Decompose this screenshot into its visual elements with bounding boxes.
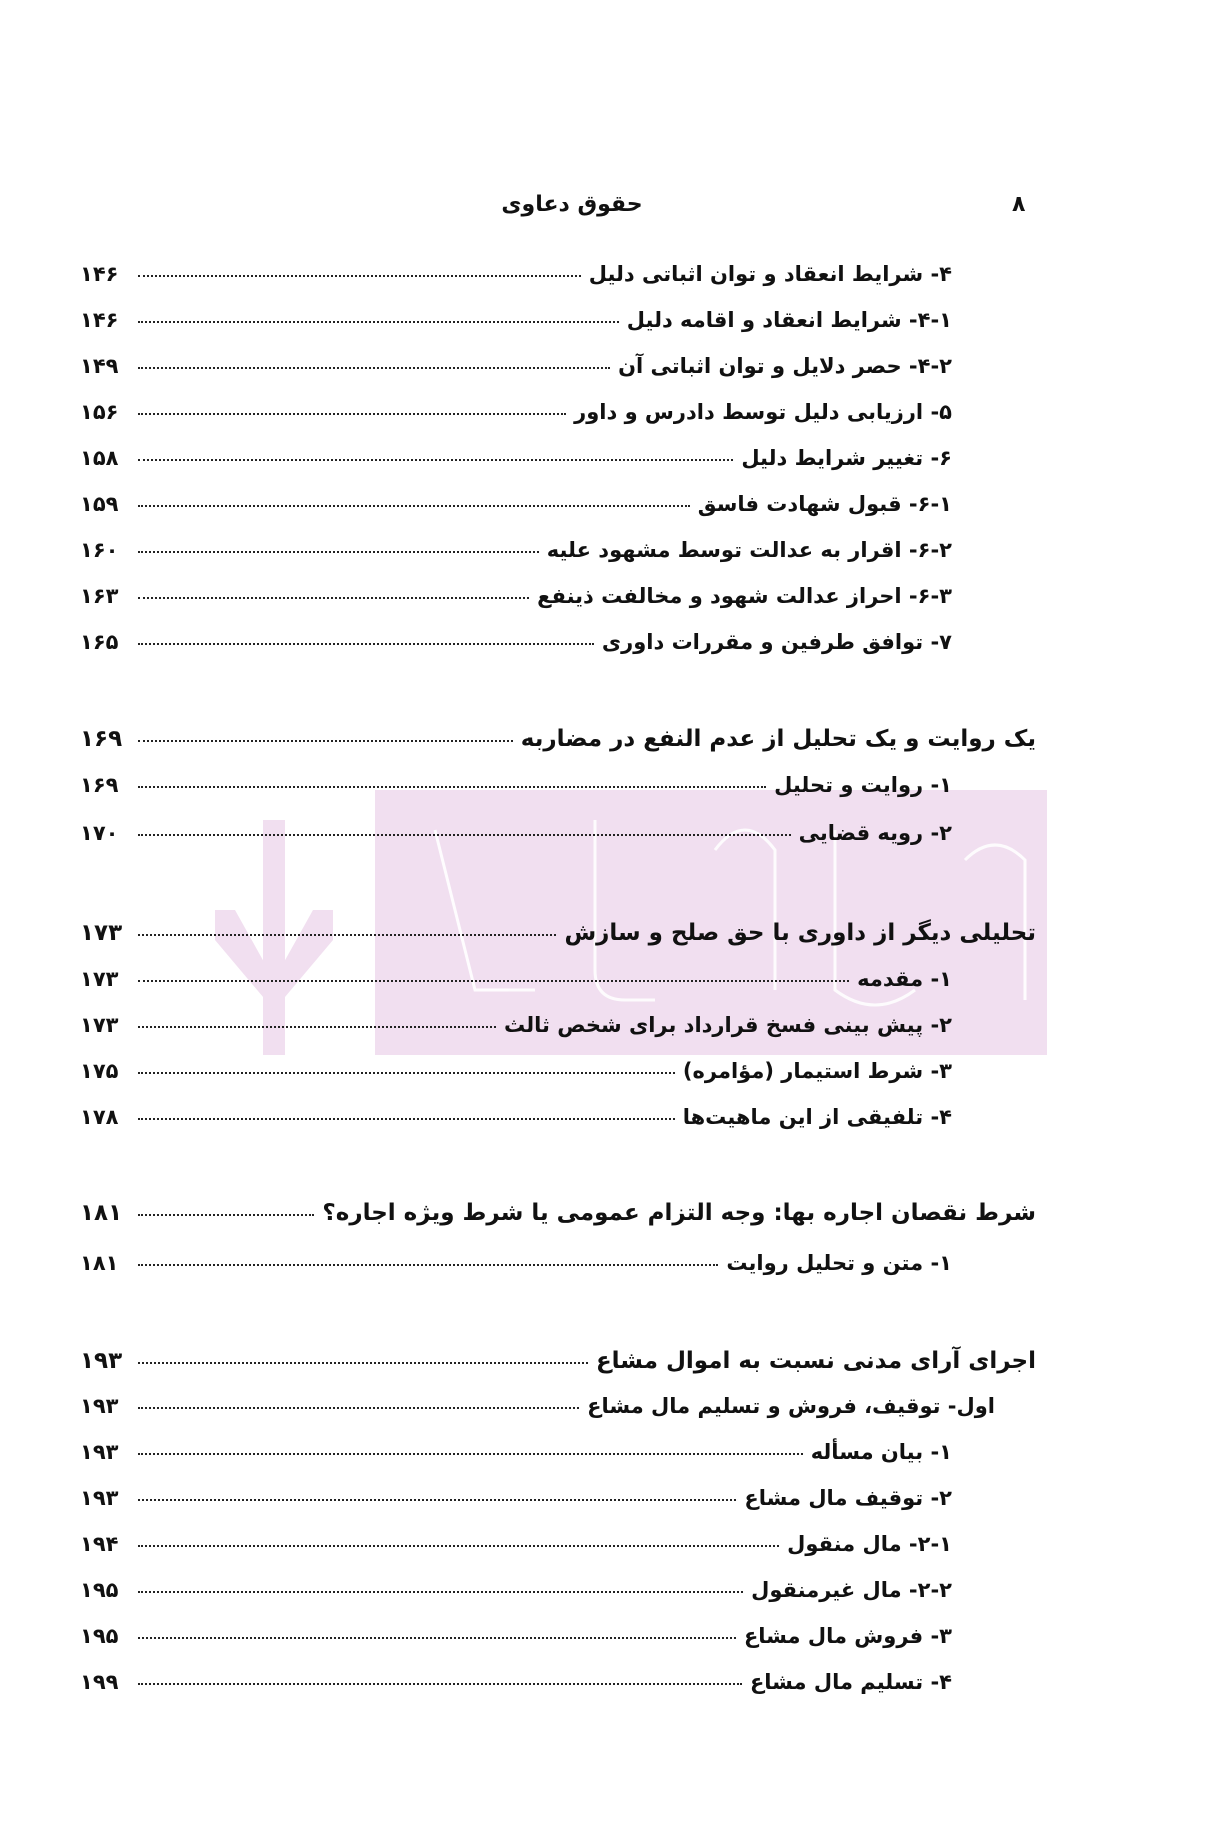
toc-entry <box>80 967 952 1003</box>
entry-page-number: ۱۹۴ <box>80 1532 119 1556</box>
dot-leader <box>138 1453 803 1455</box>
entry-page-number: ۱۷۸ <box>80 1105 119 1129</box>
dot-leader <box>138 367 610 369</box>
entry-page-number: ۱۴۶ <box>80 262 119 286</box>
entry-title: ۲- توقیف مال مشاع <box>744 1486 952 1510</box>
entry-title: اجرای آرای مدنی نسبت به اموال مشاع <box>595 1348 1036 1374</box>
entry-page-number: ۱۷۵ <box>80 1059 119 1083</box>
dot-leader <box>138 1118 675 1120</box>
entry-page-number: ۱۶۵ <box>80 630 119 654</box>
dot-leader <box>138 1026 496 1028</box>
toc-entry <box>80 773 952 809</box>
entry-title: ۴- تلفیقی از این ماهیت‌ها <box>682 1105 952 1129</box>
toc-entry <box>80 446 952 482</box>
dot-leader <box>138 413 566 415</box>
toc-entry <box>80 492 952 528</box>
toc-entry <box>80 821 952 857</box>
entry-title: یک روایت و یک تحلیل از عدم النفع در مضاربه <box>520 726 1036 752</box>
entry-title: ۶-۳- احراز عدالت شهود و مخالفت ذینفع <box>537 584 952 608</box>
entry-title: ۴-۲- حصر دلایل و توان اثباتی آن <box>618 354 952 378</box>
entry-title: ۱- بیان مسأله <box>810 1440 952 1464</box>
toc-chapter-entry <box>80 1200 1036 1236</box>
dot-leader <box>138 551 539 553</box>
toc-entry <box>80 1013 952 1049</box>
entry-page-number: ۱۹۵ <box>80 1578 119 1602</box>
entry-page-number: ۱۷۳ <box>80 1013 119 1037</box>
entry-page-number: ۱۷۳ <box>80 967 119 991</box>
entry-title: اول- توقیف، فروش و تسلیم مال مشاع <box>587 1394 995 1418</box>
entry-title: ۴-۱- شرایط انعقاد و اقامه دلیل <box>626 308 952 332</box>
entry-page-number: ۱۸۱ <box>80 1200 123 1226</box>
dot-leader <box>138 1683 742 1685</box>
entry-title: ۳- شرط استیمار (مؤامره) <box>682 1059 952 1083</box>
entry-page-number: ۱۹۳ <box>80 1486 119 1510</box>
entry-title: ۵- ارزیابی دلیل توسط دادرس و داور <box>574 400 952 424</box>
dot-leader <box>138 1637 736 1639</box>
dot-leader <box>138 834 791 836</box>
dot-leader <box>138 1407 579 1409</box>
entry-title: ۲-۲- مال غیرمنقول <box>751 1578 952 1602</box>
entry-page-number: ۱۹۹ <box>80 1670 119 1694</box>
entry-page-number: ۱۵۹ <box>80 492 119 516</box>
toc-entry <box>80 1670 952 1706</box>
entry-page-number: ۱۷۰ <box>80 821 119 845</box>
entry-title: ۴- شرایط انعقاد و توان اثباتی دلیل <box>588 262 952 286</box>
entry-title: ۳- فروش مال مشاع <box>743 1624 952 1648</box>
toc-entry <box>80 1394 995 1430</box>
dot-leader <box>138 1545 779 1547</box>
entry-page-number: ۱۹۳ <box>80 1348 123 1374</box>
toc-entry <box>80 354 952 390</box>
entry-title: تحلیلی دیگر از داوری با حق صلح و سازش <box>564 920 1036 946</box>
page-number: ۸ <box>1012 192 1026 217</box>
entry-title: ۶-۱- قبول شهادت فاسق <box>697 492 952 516</box>
entry-title: ۶- تغییر شرایط دلیل <box>741 446 952 470</box>
toc-chapter-entry <box>80 920 1036 956</box>
entry-page-number: ۱۶۹ <box>80 726 123 752</box>
toc-entry <box>80 1578 952 1614</box>
toc-entry <box>80 630 952 666</box>
entry-page-number: ۱۶۳ <box>80 584 119 608</box>
entry-title: ۲-۱- مال منقول <box>787 1532 952 1556</box>
dot-leader <box>138 505 690 507</box>
entry-title: ۱- متن و تحلیل روایت <box>726 1251 952 1275</box>
toc-entry <box>80 308 952 344</box>
dot-leader <box>138 1591 743 1593</box>
dot-leader <box>138 321 619 323</box>
dot-leader <box>138 1499 736 1501</box>
entry-page-number: ۱۸۱ <box>80 1251 119 1275</box>
entry-page-number: ۱۴۹ <box>80 354 119 378</box>
entry-page-number: ۱۹۳ <box>80 1440 119 1464</box>
entry-title: ۱- روایت و تحلیل <box>774 773 952 797</box>
dot-leader <box>138 597 529 599</box>
entry-page-number: ۱۷۳ <box>80 920 123 946</box>
dot-leader <box>138 643 594 645</box>
entry-page-number: ۱۵۸ <box>80 446 119 470</box>
entry-title: ۲- رویه قضایی <box>798 821 952 845</box>
toc-entry <box>80 538 952 574</box>
entry-title: ۷- توافق طرفین و مقررات داوری <box>601 630 952 654</box>
entry-title: ۲- پیش بینی فسخ قرارداد برای شخص ثالث <box>504 1013 952 1037</box>
toc-entry <box>80 1105 952 1141</box>
toc-entry <box>80 1251 952 1287</box>
running-header-title: حقوق دعاوی <box>501 192 643 217</box>
toc-entry <box>80 1059 952 1095</box>
toc-entry <box>80 1532 952 1568</box>
dot-leader <box>138 1214 314 1216</box>
toc-entry <box>80 262 952 298</box>
dot-leader <box>138 1362 588 1364</box>
dot-leader <box>138 1072 675 1074</box>
entry-page-number: ۱۶۰ <box>80 538 119 562</box>
entry-page-number: ۱۹۳ <box>80 1394 119 1418</box>
toc-entry <box>80 400 952 436</box>
entry-title: ۱- مقدمه <box>857 967 952 991</box>
entry-page-number: ۱۹۵ <box>80 1624 119 1648</box>
dot-leader <box>138 275 581 277</box>
toc-entry <box>80 1486 952 1522</box>
dot-leader <box>138 740 513 742</box>
entry-page-number: ۱۶۹ <box>80 773 119 797</box>
entry-page-number: ۱۵۶ <box>80 400 119 424</box>
entry-title: ۴- تسلیم مال مشاع <box>749 1670 952 1694</box>
entry-title: شرط نقصان اجاره بها: وجه التزام عمومی یا شرط ویژه اجاره؟ <box>322 1200 1036 1226</box>
toc-entry <box>80 584 952 620</box>
entry-title: ۶-۲- اقرار به عدالت توسط مشهود علیه <box>546 538 952 562</box>
toc-chapter-entry <box>80 1348 1036 1384</box>
dot-leader <box>138 934 556 936</box>
toc-entry <box>80 1624 952 1660</box>
dot-leader <box>138 980 849 982</box>
dot-leader <box>138 786 766 788</box>
entry-page-number: ۱۴۶ <box>80 308 119 332</box>
dot-leader <box>138 459 733 461</box>
toc-entry <box>80 1440 952 1476</box>
dot-leader <box>138 1264 718 1266</box>
toc-chapter-entry <box>80 726 1036 762</box>
